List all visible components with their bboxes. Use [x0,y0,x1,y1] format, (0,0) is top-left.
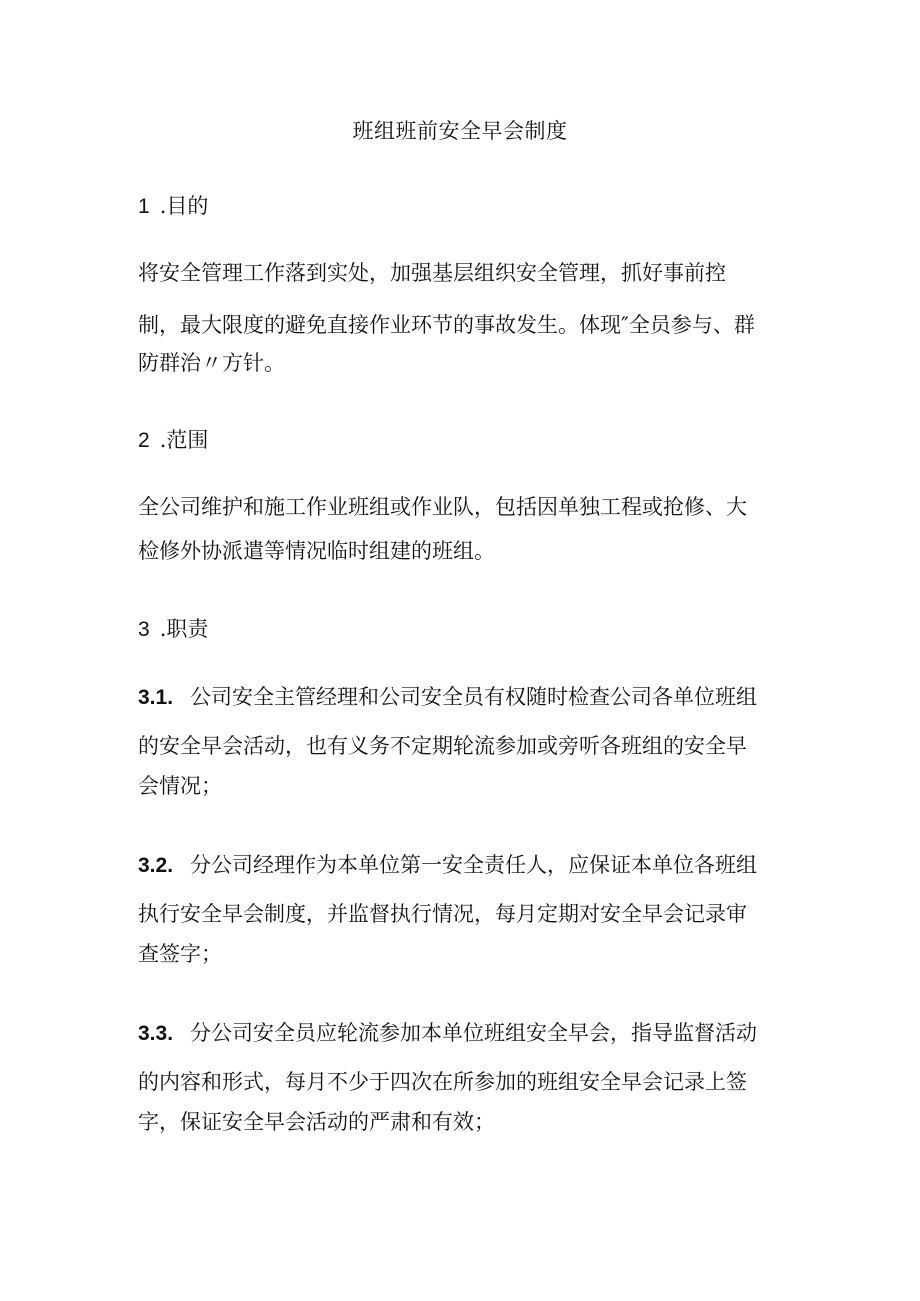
paragraph-line: 公司安全主管经理和公司安全员有权随时检查公司各单位班组 [190,685,757,709]
section-number: 3 [138,618,150,641]
item-first-line [138,678,788,717]
section-heading-text: .范围 [159,428,209,452]
section-2-heading [138,425,208,456]
paragraph-line: 将安全管理工作落到实处，加强基层组织安全管理，抓好事前控 [138,261,726,285]
section-heading-text: .职责 [159,617,209,641]
item-3-1 [138,678,788,805]
section-heading-text: .目的 [159,194,209,218]
section-number: 2 [138,429,150,452]
paragraph-line: 的内容和形式，每月不少于四次在所参加的班组安全早会记录上签 [138,1070,747,1094]
section-3-heading [138,614,208,645]
section-2-paragraph [138,488,788,570]
paragraph-line: 执行安全早会制度，并监督执行情况，每月定期对安全早会记录审 [138,902,747,926]
paragraph-line: 全公司维护和施工作业班组或作业队，包括因单独工程或抢修、大 [138,495,747,519]
item-number: 3.1. [138,686,174,709]
paragraph-line: 查签字； [138,942,222,966]
paragraph-line: 字，保证安全早会活动的严肃和有效； [138,1110,495,1134]
section-1-paragraph [138,254,788,382]
item-number: 3.2. [138,854,174,877]
paragraph-line: 检修外协派遣等情况临时组建的班组。 [138,539,495,563]
paragraph-line: 的安全早会活动，也有义务不定期轮流参加或旁听各班组的安全早 [138,734,747,758]
item-3-3 [138,1014,788,1141]
document-title: 班组班前安全早会制度 [352,119,568,143]
paragraph-line: 防群治〃方针。 [138,351,285,375]
item-3-2 [138,846,788,973]
section-number: 1 [138,195,150,218]
paragraph-line: 分公司安全员应轮流参加本单位班组安全早会，指导监督活动 [190,1021,757,1045]
item-first-line [138,846,788,885]
paragraph-line: 制，最大限度的避免直接作业环节的事故发生。体现″全员参与、群 [138,313,755,337]
section-1-heading [138,191,208,222]
item-first-line [138,1014,788,1053]
paragraph-line: 分公司经理作为本单位第一安全责任人，应保证本单位各班组 [190,853,757,877]
item-number: 3.3. [138,1022,174,1045]
paragraph-line: 会情况； [138,774,222,798]
